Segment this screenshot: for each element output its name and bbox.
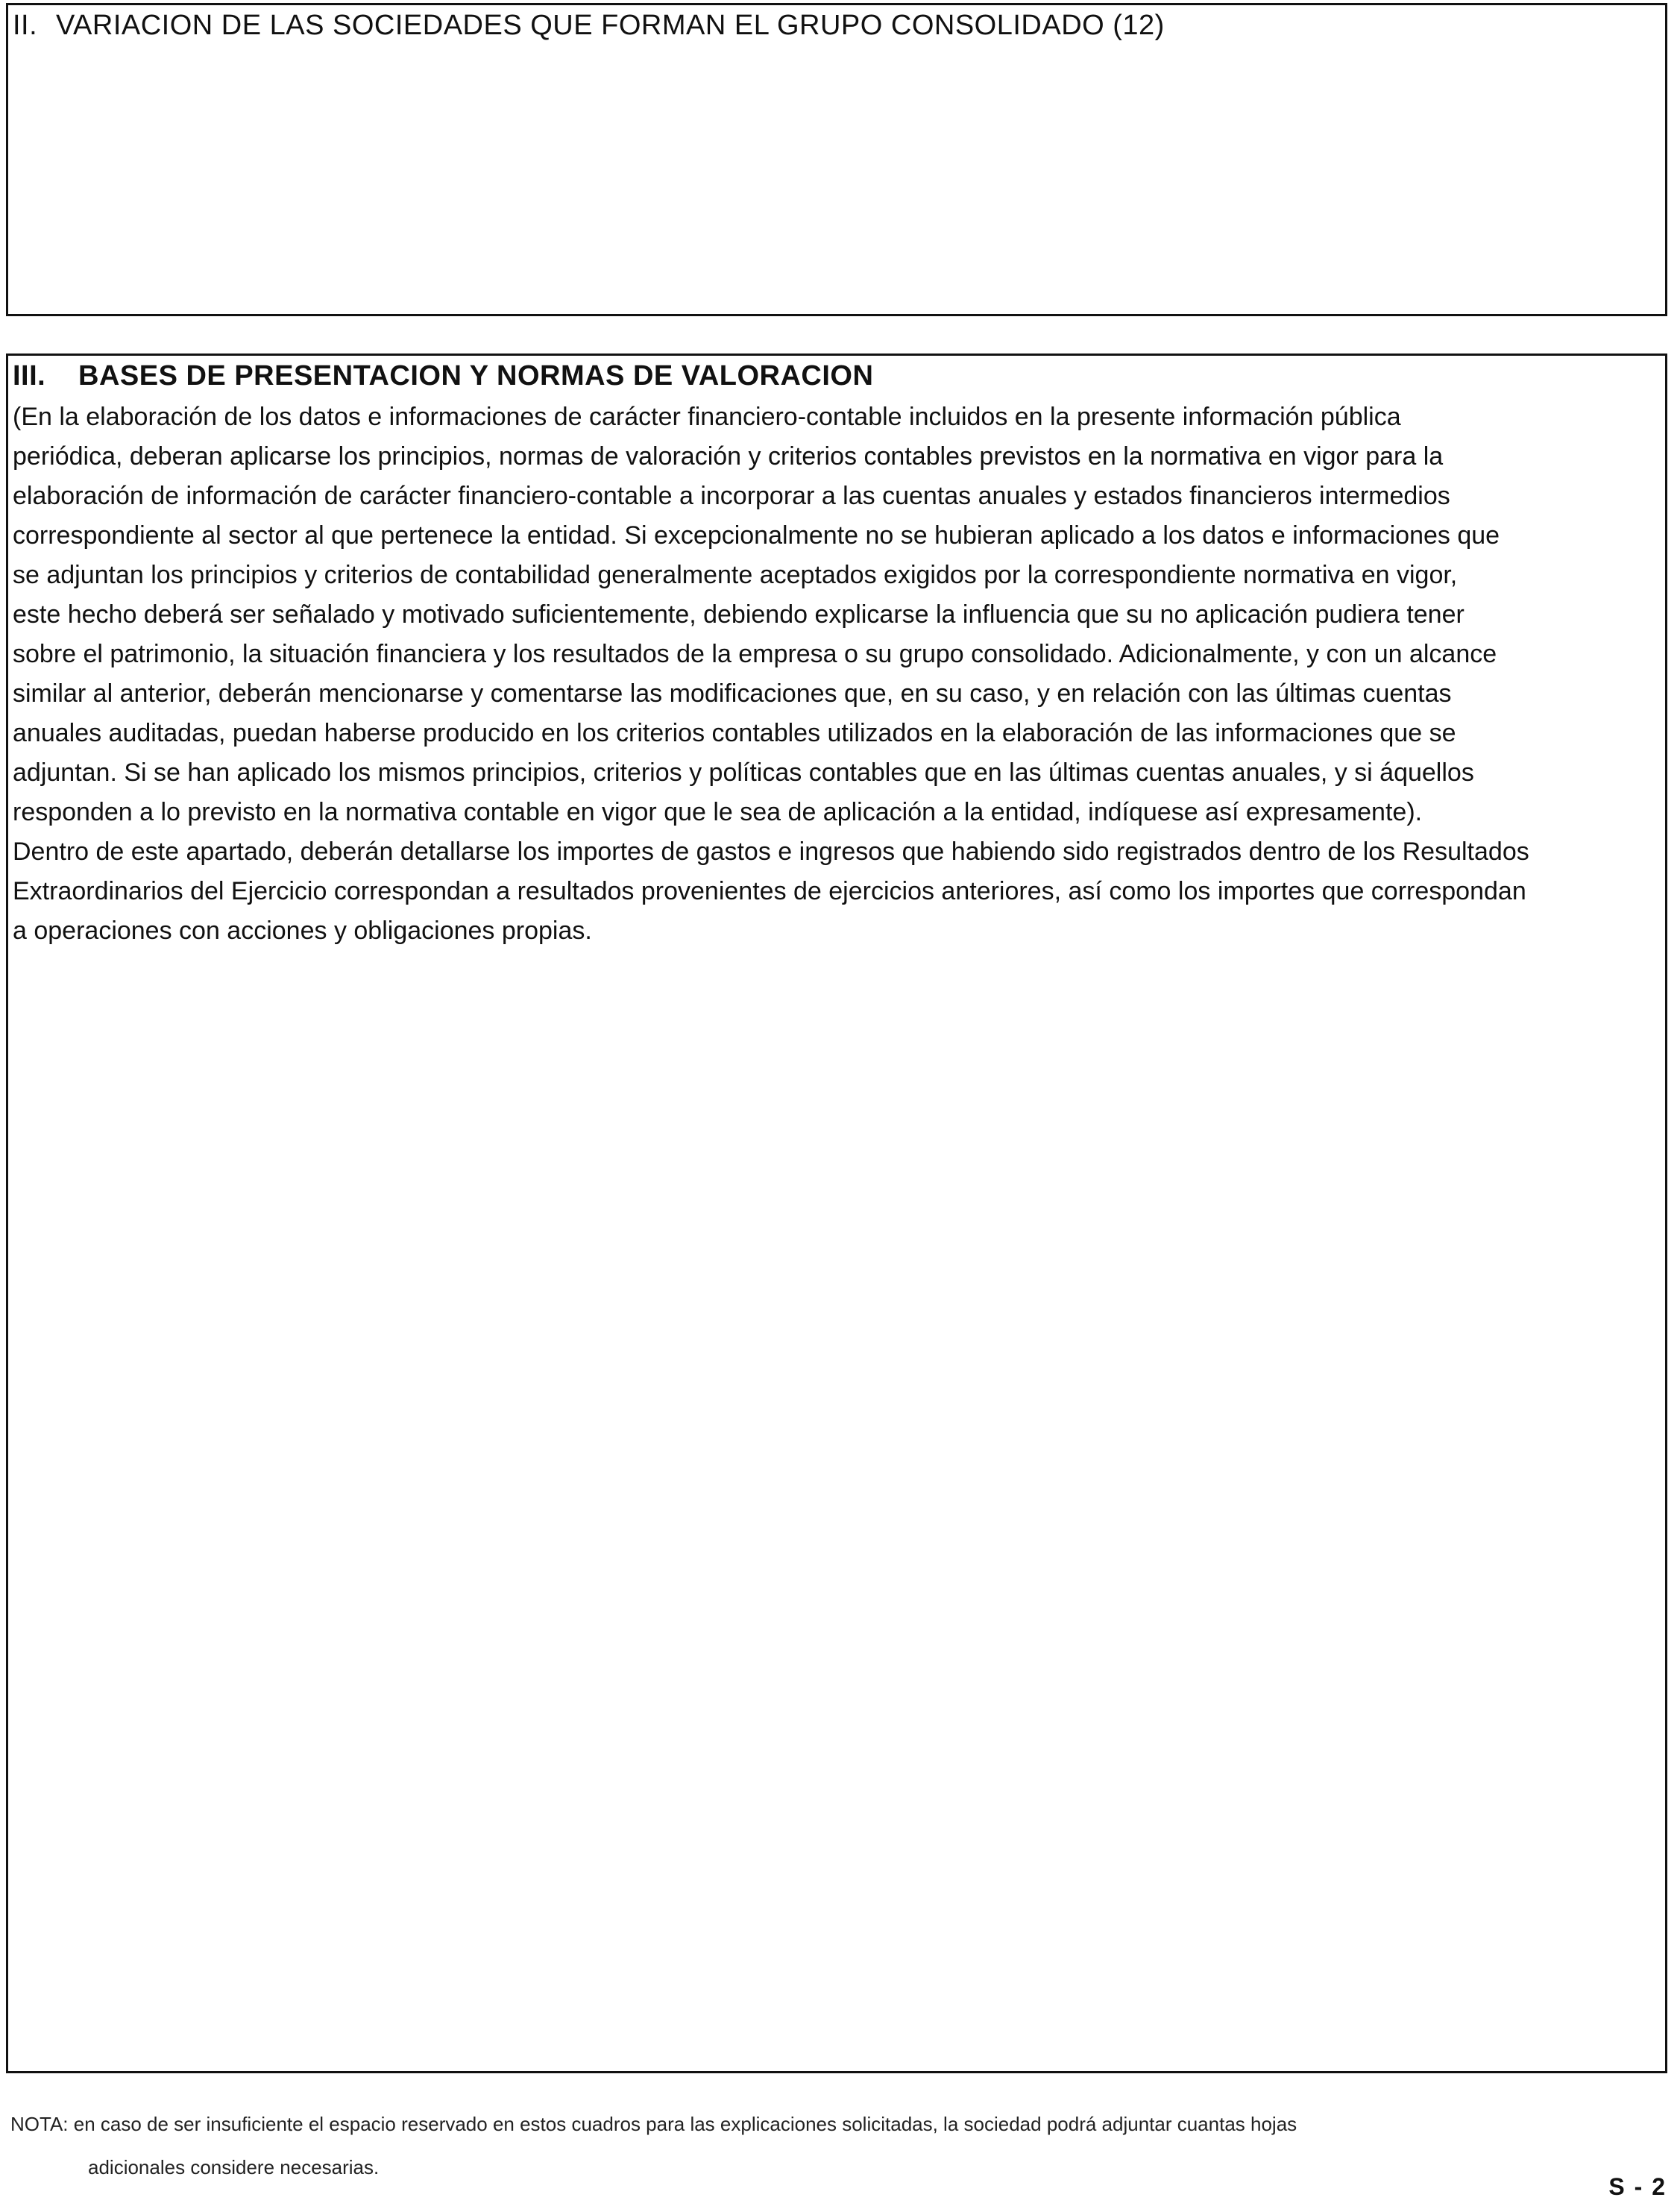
instruction-line: Extraordinarios del Ejercicio correspondan a resultados provenientes de ejercicios anteriores, así como los importes que correspondan (13, 877, 1526, 905)
instruction-line: similar al anterior, deberán mencionarse y comentarse las modificaciones que, en su caso, y en relación con las últimas cuentas (13, 679, 1452, 708)
instruction-line: Dentro de este apartado, deberán detallarse los importes de gastos e ingresos que habiendo sido registrados dentro de los Resultados (13, 838, 1529, 866)
instruction-line: correspondiente al sector al que pertenece la entidad. Si excepcionalmente no se hubieran aplicado a los datos e informaciones que (13, 521, 1500, 550)
footnote (10, 2102, 1297, 2189)
instruction-line: sobre el patrimonio, la situación financiera y los resultados de la empresa o su grupo consolidado. Adicionalmente, y con un alcance (13, 640, 1497, 668)
instruction-line: a operaciones con acciones y obligaciones propias. (13, 917, 592, 945)
instruction-line: este hecho deberá ser señalado y motivado suficientemente, debiendo explicarse la influencia que su no aplicación pudiera tener (13, 600, 1465, 629)
section-iii-instructions (13, 398, 1664, 951)
instruction-line: (En la elaboración de los datos e informaciones de carácter financiero-contable incluidos en la presente información pública (13, 403, 1401, 431)
section-iii-heading (13, 360, 873, 392)
page-number: S - 2 (1608, 2173, 1667, 2200)
section-ii-heading (13, 10, 1165, 42)
section-iii-box (6, 354, 1667, 2073)
instruction-line: se adjuntan los principios y criterios de contabilidad generalmente aceptados exigidos por la correspondiente normativa en vigor, (13, 561, 1458, 589)
instruction-line: elaboración de información de carácter financiero-contable a incorporar a las cuentas anuales y estados financieros intermedios (13, 482, 1450, 510)
section-iii-number: III. (13, 360, 46, 392)
instruction-line: adjuntan. Si se han aplicado los mismos principios, criterios y políticas contables que en las últimas cuentas anuales, y si áquellos (13, 758, 1474, 787)
section-ii-title: VARIACION DE LAS SOCIEDADES QUE FORMAN EL GRUPO CONSOLIDADO (12) (56, 10, 1165, 41)
instruction-line: periódica, deberan aplicarse los principios, normas de valoración y criterios contables previstos en la normativa en vigor para la (13, 442, 1444, 471)
instruction-line: responden a lo previsto en la normativa contable en vigor que le sea de aplicación a la entidad, indíquese así expresamente). (13, 798, 1423, 826)
section-iii-title: BASES DE PRESENTACION Y NORMAS DE VALORACION (78, 360, 874, 392)
section-ii-box (6, 3, 1667, 316)
footnote-line-2: adicionales considere necesarias. (88, 2156, 380, 2178)
footnote-line-1: NOTA: en caso de ser insuficiente el espacio reservado en estos cuadros para las explicaciones solicitadas, la sociedad podrá adjuntar cuantas hojas (10, 2113, 1297, 2135)
instruction-line: anuales auditadas, puedan haberse producido en los criterios contables utilizados en la elaboración de las informaciones que se (13, 719, 1456, 747)
section-ii-number: II. (13, 10, 38, 41)
